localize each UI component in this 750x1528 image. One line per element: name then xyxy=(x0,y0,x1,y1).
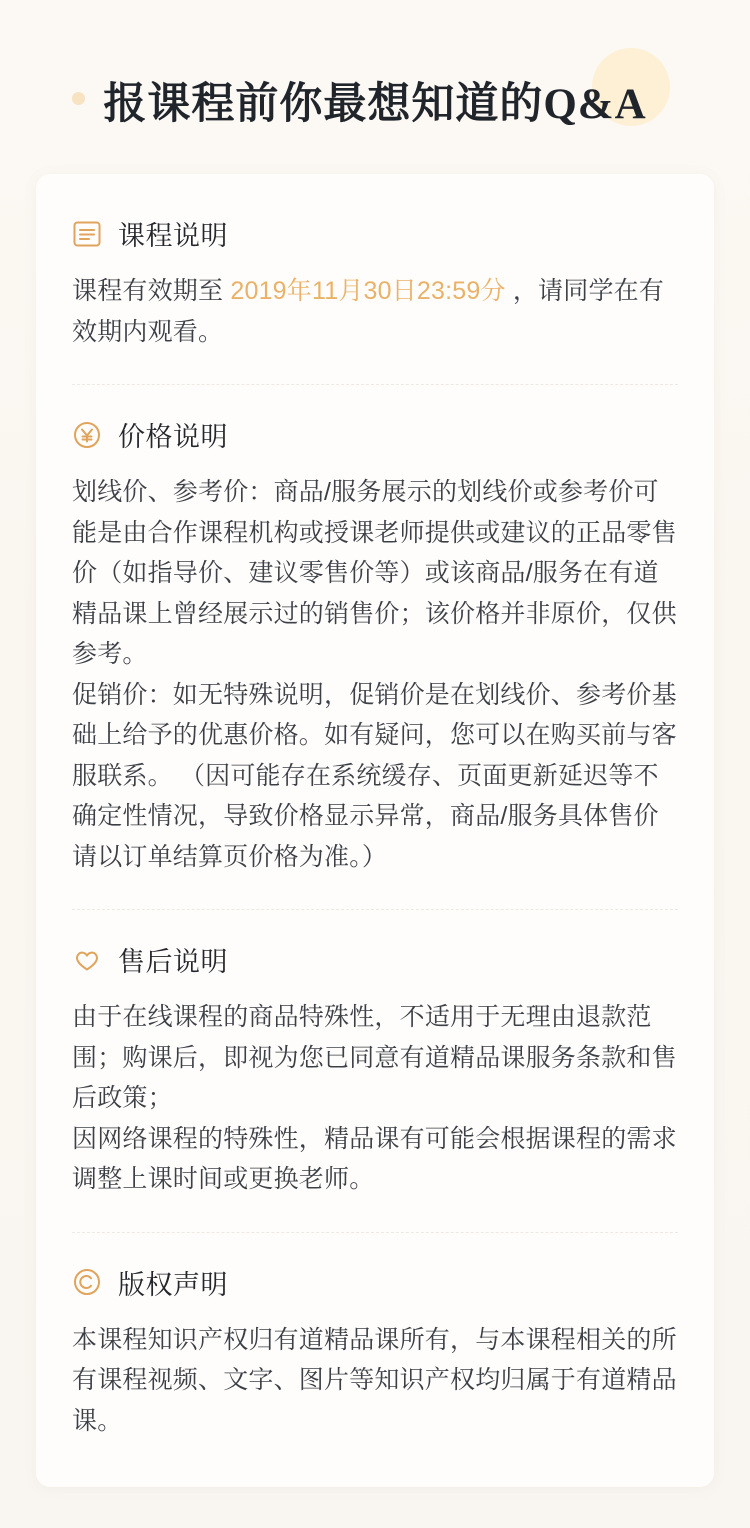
paragraph xyxy=(72,271,678,352)
section-divider xyxy=(72,1232,678,1233)
section-title: 价格说明 xyxy=(118,422,228,452)
page-title: 报课程前你最想知道的Q&A xyxy=(103,81,647,128)
section-title: 版权声明 xyxy=(118,1269,228,1300)
section-header xyxy=(72,415,678,454)
heart-icon xyxy=(72,945,102,975)
paragraph: 由于在线课程的商品特殊性，不适用于无理由退款范围；购课后，即视为您已同意有道精品课服务条款和售后政策； xyxy=(72,1003,677,1112)
text-run: 课程有效期至 xyxy=(72,277,231,305)
section-body xyxy=(72,1320,678,1442)
paragraph: 本课程知识产权归有道精品课所有，与本课程相关的所有课程视频、文字、图片等知识产权均归属于有道精品课。 xyxy=(72,1325,677,1435)
section-after-sales xyxy=(72,940,678,1200)
section-body xyxy=(72,472,678,877)
section-course-info xyxy=(72,214,678,352)
section-divider xyxy=(72,909,678,910)
paragraph: 促销价：如无特殊说明，促销价是在划线价、参考价基础上给予的优惠价格。如有疑问，您可以在购买前与客服联系。 （因可能存在系统缓存、页面更新延迟等不确定性情况，导致价格显示异常，商品/服务具体售价请以订单结算页价格为准。） xyxy=(72,680,677,871)
section-header xyxy=(72,940,678,979)
section-copyright xyxy=(72,1263,678,1442)
highlighted-date: 2019年11月30日23:59分 xyxy=(230,277,506,305)
section-body xyxy=(72,997,678,1200)
section-header xyxy=(72,214,678,253)
section-price-info xyxy=(72,415,678,877)
paragraph: 因网络课程的特殊性，精品课有可能会根据课程的需求调整上课时间或更换老师。 xyxy=(72,1124,677,1193)
page-header xyxy=(0,0,750,160)
text-run: ，请同学在有效期内观看。 xyxy=(72,277,665,346)
list-note-icon xyxy=(72,219,102,249)
section-title: 课程说明 xyxy=(118,221,228,251)
section-title: 售后说明 xyxy=(118,947,228,977)
yuan-price-icon xyxy=(72,420,102,450)
paragraph: 划线价、参考价：商品/服务展示的划线价或参考价可能是由合作课程机构或授课老师提供或建议的正品零售价（如指导价、建议零售价等）或该商品/服务在有道精品课上曾经展示过的销售价；该价格并非原价，仅供参考。 xyxy=(72,478,677,668)
section-header xyxy=(72,1263,678,1302)
section-divider xyxy=(72,384,678,385)
section-body xyxy=(72,271,678,352)
copyright-icon xyxy=(72,1267,102,1297)
qa-card xyxy=(36,174,714,1487)
